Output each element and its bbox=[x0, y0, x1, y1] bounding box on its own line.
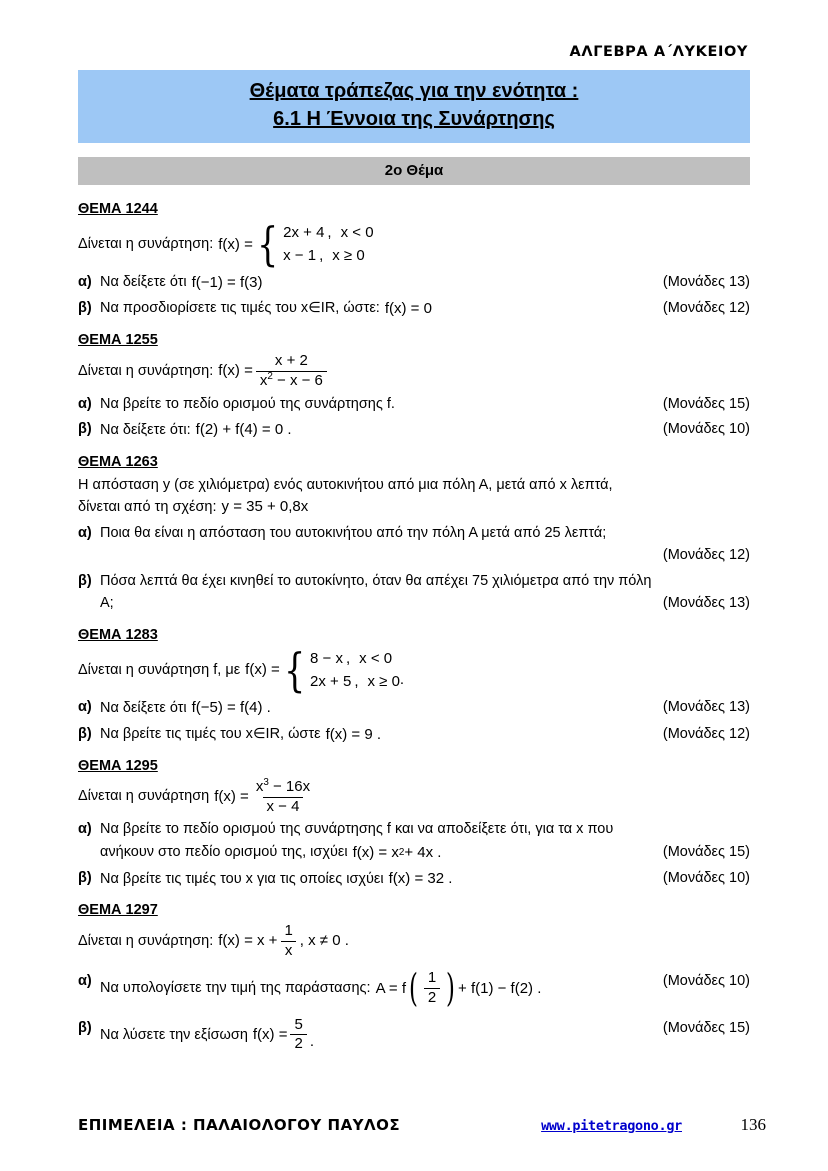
part-text: Να βρείτε τις τιμές του x∈IR, ώστε bbox=[100, 725, 321, 742]
fraction-numerator: 1 bbox=[427, 968, 437, 986]
fraction bbox=[256, 353, 327, 390]
problem-1263 bbox=[78, 454, 750, 615]
linear-relation: y = 35 + 0,8x bbox=[221, 498, 309, 516]
problem-part bbox=[78, 418, 750, 441]
problem-1295 bbox=[78, 758, 750, 891]
part-marks: (Μονάδες 13) bbox=[662, 595, 750, 612]
problem-title: ΘΕΜΑ 1244 bbox=[78, 201, 158, 218]
part-marks: (Μονάδες 15) bbox=[662, 395, 750, 412]
part-marks: (Μονάδες 13) bbox=[662, 273, 750, 290]
title-line-1: Θέματα τράπεζας για την ενότητα : bbox=[249, 80, 579, 102]
math-rest: + 4x . bbox=[404, 843, 442, 861]
num-base: x bbox=[255, 777, 264, 795]
math-prefix: f(x) = bbox=[252, 1026, 288, 1044]
part-label: β) bbox=[78, 421, 92, 438]
part-label: α) bbox=[78, 972, 92, 989]
part-text-2: ανήκουν στο πεδίο ορισμού της, ισχύει bbox=[100, 844, 348, 861]
stem-text: δίνεται από τη σχέση: bbox=[78, 498, 217, 515]
trailing-period: . bbox=[399, 670, 405, 688]
course-header: ΑΛΓΕΒΡΑ Α΄ΛΥΚΕΙΟΥ bbox=[569, 44, 748, 60]
part-label: α) bbox=[78, 699, 92, 716]
fraction-denominator: 2 bbox=[290, 1034, 306, 1053]
domain-condition: , x ≠ 0 . bbox=[299, 932, 349, 950]
problem-title: ΘΕΜΑ 1295 bbox=[78, 757, 158, 774]
fraction-numerator: 1 bbox=[284, 922, 293, 940]
problem-1297 bbox=[78, 902, 750, 1053]
part-label: α) bbox=[78, 524, 92, 541]
comma: , bbox=[354, 672, 359, 690]
part-label: β) bbox=[78, 870, 92, 887]
comma: , bbox=[319, 246, 324, 264]
fraction bbox=[280, 923, 296, 960]
part-text: Να δείξετε ότι bbox=[100, 274, 187, 291]
rational-function bbox=[218, 353, 330, 390]
fraction-numerator: x + 2 bbox=[274, 352, 308, 370]
case-row bbox=[310, 671, 400, 694]
stem-text: Δίνεται η συνάρτηση f, με bbox=[78, 661, 241, 678]
fx-label: f(x) = x + bbox=[218, 932, 278, 950]
fraction-numerator bbox=[252, 776, 314, 797]
right-paren-icon: ) bbox=[446, 966, 456, 1011]
part-text: Να δείξετε ότι: bbox=[100, 421, 191, 438]
page-footer bbox=[78, 1115, 766, 1135]
problem-title: ΘΕΜΑ 1297 bbox=[78, 902, 158, 919]
part-body bbox=[100, 696, 649, 719]
problem-part bbox=[78, 867, 750, 890]
cases bbox=[310, 648, 400, 694]
left-paren-icon: ( bbox=[408, 966, 418, 1011]
case-condition: x ≥ 0 bbox=[367, 672, 400, 690]
part-math: f(−1) = f(3) bbox=[191, 273, 263, 291]
part-label: α) bbox=[78, 395, 92, 412]
part-text-continuation-row bbox=[100, 592, 750, 614]
problem-part bbox=[78, 818, 750, 864]
fraction-denominator: x bbox=[281, 941, 297, 960]
part-body bbox=[100, 1017, 649, 1054]
part-marks: (Μονάδες 15) bbox=[662, 1019, 750, 1036]
fx-label: f(x) = bbox=[214, 787, 249, 805]
fraction bbox=[424, 970, 440, 1007]
cases bbox=[283, 222, 373, 268]
part-text: Πόσα λεπτά θα έχει κινηθεί το αυτοκίνητο, όταν θα απέχει 75 χιλιόμετρα από την πόλη bbox=[100, 572, 652, 589]
problem-title: ΘΕΜΑ 1263 bbox=[78, 453, 158, 470]
case-condition: x < 0 bbox=[340, 224, 374, 242]
case-condition: x ≥ 0 bbox=[332, 246, 365, 264]
title-line-2: 6.1 Η Έννοια της Συνάρτησης bbox=[273, 107, 555, 130]
part-label: β) bbox=[78, 725, 92, 742]
part-math: f(x) = 9 . bbox=[325, 725, 382, 743]
problem-stem bbox=[78, 776, 750, 816]
fraction-denominator: 2 bbox=[424, 988, 440, 1007]
problem-part bbox=[78, 522, 750, 544]
subject-bar: 2ο Θέμα bbox=[78, 157, 750, 185]
part-body bbox=[100, 522, 750, 544]
problem-title: ΘΕΜΑ 1283 bbox=[78, 626, 158, 643]
problems-list bbox=[78, 201, 750, 1053]
stem-text: Δίνεται η συνάρτηση: bbox=[78, 236, 214, 253]
stem-text: Δίνεται η συνάρτηση: bbox=[78, 362, 214, 379]
part-math: f(x) = x 2 + 4x . bbox=[353, 841, 442, 864]
fraction-denominator: x − 4 bbox=[263, 797, 304, 816]
left-brace-icon: { bbox=[283, 642, 305, 697]
piecewise-group bbox=[280, 642, 400, 697]
part-body bbox=[100, 271, 649, 294]
part-math: f(2) + f(4) = 0 . bbox=[195, 421, 292, 439]
num-rest: − 16x bbox=[268, 777, 311, 795]
comma: , bbox=[345, 649, 351, 667]
part-math: f(−5) = f(4) . bbox=[191, 699, 271, 717]
title-banner bbox=[78, 70, 750, 143]
part-label: α) bbox=[78, 821, 92, 838]
part-text-continuation-row bbox=[100, 841, 750, 864]
part-text: Να βρείτε το πεδίο ορισμού της συνάρτησης f. bbox=[100, 395, 395, 412]
part-marks: (Μονάδες 10) bbox=[662, 972, 750, 989]
part-text: Ποια θα είναι η απόσταση του αυτοκινήτου από την πόλη Α μετά από 25 λεπτά; bbox=[100, 524, 607, 541]
reciprocal-function bbox=[218, 923, 349, 960]
fx-label: f(x) = bbox=[218, 235, 253, 253]
footer-author: ΕΠΙΜΕΛΕΙΑ : ΠΑΛΑΙΟΛΟΓΟΥ ΠΑΥΛΟΣ bbox=[78, 1116, 401, 1134]
part-body bbox=[100, 418, 649, 441]
part-marks: (Μονάδες 10) bbox=[662, 870, 750, 887]
fraction-denominator bbox=[256, 371, 327, 390]
part-marks: (Μονάδες 13) bbox=[662, 699, 750, 716]
math-base: f(x) = x bbox=[352, 843, 399, 861]
part-body bbox=[100, 393, 649, 415]
stem-text: Δίνεται η συνάρτηση: bbox=[78, 932, 214, 949]
case-condition: x < 0 bbox=[359, 649, 393, 667]
problem-part bbox=[78, 1017, 750, 1054]
problem-part bbox=[78, 966, 750, 1011]
problem-1244 bbox=[78, 201, 750, 320]
problem-1283 bbox=[78, 627, 750, 746]
problem-part bbox=[78, 570, 750, 615]
problem-stem bbox=[78, 475, 750, 519]
part-text: Να βρείτε το πεδίο ορισμού της συνάρτησης f και να αποδείξετε ότι, για τα x που bbox=[100, 821, 614, 838]
part-body bbox=[100, 966, 649, 1011]
part-marks: (Μονάδες 12) bbox=[662, 300, 750, 317]
part-math bbox=[253, 1017, 314, 1054]
part-text: Να λύσετε την εξίσωση bbox=[100, 1026, 248, 1043]
part-text: Να βρείτε τις τιμές του x για τις οποίες ισχύει bbox=[100, 870, 384, 887]
part-marks: (Μονάδες 10) bbox=[662, 421, 750, 438]
part-marks: (Μονάδες 15) bbox=[662, 844, 750, 861]
case-value: x − 1 bbox=[283, 246, 317, 264]
fraction-numerator: 5 bbox=[294, 1015, 303, 1033]
num-exponent: 3 bbox=[263, 776, 269, 788]
piecewise-function bbox=[245, 642, 405, 697]
den-rest: − x − 6 bbox=[272, 372, 323, 390]
left-brace-icon: { bbox=[256, 217, 279, 272]
part-text: Να δείξετε ότι bbox=[100, 699, 187, 716]
part-body bbox=[100, 867, 649, 890]
den-exponent: 2 bbox=[267, 371, 273, 383]
case-row bbox=[283, 222, 373, 245]
comma: , bbox=[327, 224, 332, 242]
problem-part bbox=[78, 723, 750, 746]
case-value: 2x + 4 bbox=[283, 224, 325, 242]
problem-part bbox=[78, 696, 750, 719]
part-label: β) bbox=[78, 572, 92, 589]
problem-stem bbox=[78, 217, 750, 272]
stem-line-2 bbox=[78, 496, 750, 519]
math-suffix: + f(1) − f(2) . bbox=[458, 979, 542, 997]
case-value: 8 − x bbox=[310, 649, 343, 667]
case-row bbox=[283, 245, 373, 268]
part-text: Να υπολογίσετε την τιμή της παράστασης: bbox=[100, 980, 371, 997]
problem-title: ΘΕΜΑ 1255 bbox=[78, 332, 158, 349]
problem-stem bbox=[78, 923, 750, 960]
problem-stem bbox=[78, 642, 750, 697]
part-body bbox=[100, 723, 649, 746]
case-value: 2x + 5 bbox=[310, 672, 352, 690]
piecewise-function bbox=[218, 217, 374, 272]
math-suffix: . bbox=[309, 1032, 314, 1050]
part-text-2: Α; bbox=[100, 595, 114, 612]
problem-1255 bbox=[78, 332, 750, 441]
part-label: β) bbox=[78, 1019, 92, 1036]
problem-part bbox=[78, 297, 750, 320]
piecewise-group bbox=[253, 217, 374, 272]
problem-part bbox=[78, 393, 750, 415]
problem-part bbox=[78, 271, 750, 294]
part-math bbox=[375, 966, 542, 1011]
stem-line-1: Η απόσταση y (σε χιλιόμετρα) ενός αυτοκινήτου από μια πόλη Α, μετά από x λεπτά, bbox=[78, 476, 613, 493]
problem-stem bbox=[78, 353, 750, 390]
fx-label: f(x) = bbox=[218, 362, 253, 380]
part-marks: (Μονάδες 12) bbox=[662, 725, 750, 742]
footer-website-link[interactable]: www.pitetragono.gr bbox=[541, 1118, 682, 1134]
page-number: 136 bbox=[740, 1115, 766, 1134]
part-label: β) bbox=[78, 300, 92, 317]
den-base: x bbox=[259, 372, 268, 390]
part-label: α) bbox=[78, 273, 92, 290]
part-math: f(x) = 0 bbox=[384, 300, 432, 318]
part-text: Να προσδιορίσετε τις τιμές του x∈IR, ώστε: bbox=[100, 300, 380, 317]
fraction bbox=[252, 776, 314, 816]
stem-text: Δίνεται η συνάρτηση bbox=[78, 788, 210, 805]
part-math: f(x) = 32 . bbox=[388, 870, 453, 888]
rational-function bbox=[214, 776, 317, 816]
math-prefix: A = f bbox=[375, 979, 407, 997]
fraction bbox=[290, 1017, 306, 1054]
part-body bbox=[100, 818, 750, 864]
part-marks: (Μονάδες 12) bbox=[662, 547, 750, 564]
fx-label: f(x) = bbox=[245, 661, 280, 679]
part-body bbox=[100, 570, 750, 615]
case-row bbox=[310, 648, 400, 671]
part-body bbox=[100, 297, 649, 320]
